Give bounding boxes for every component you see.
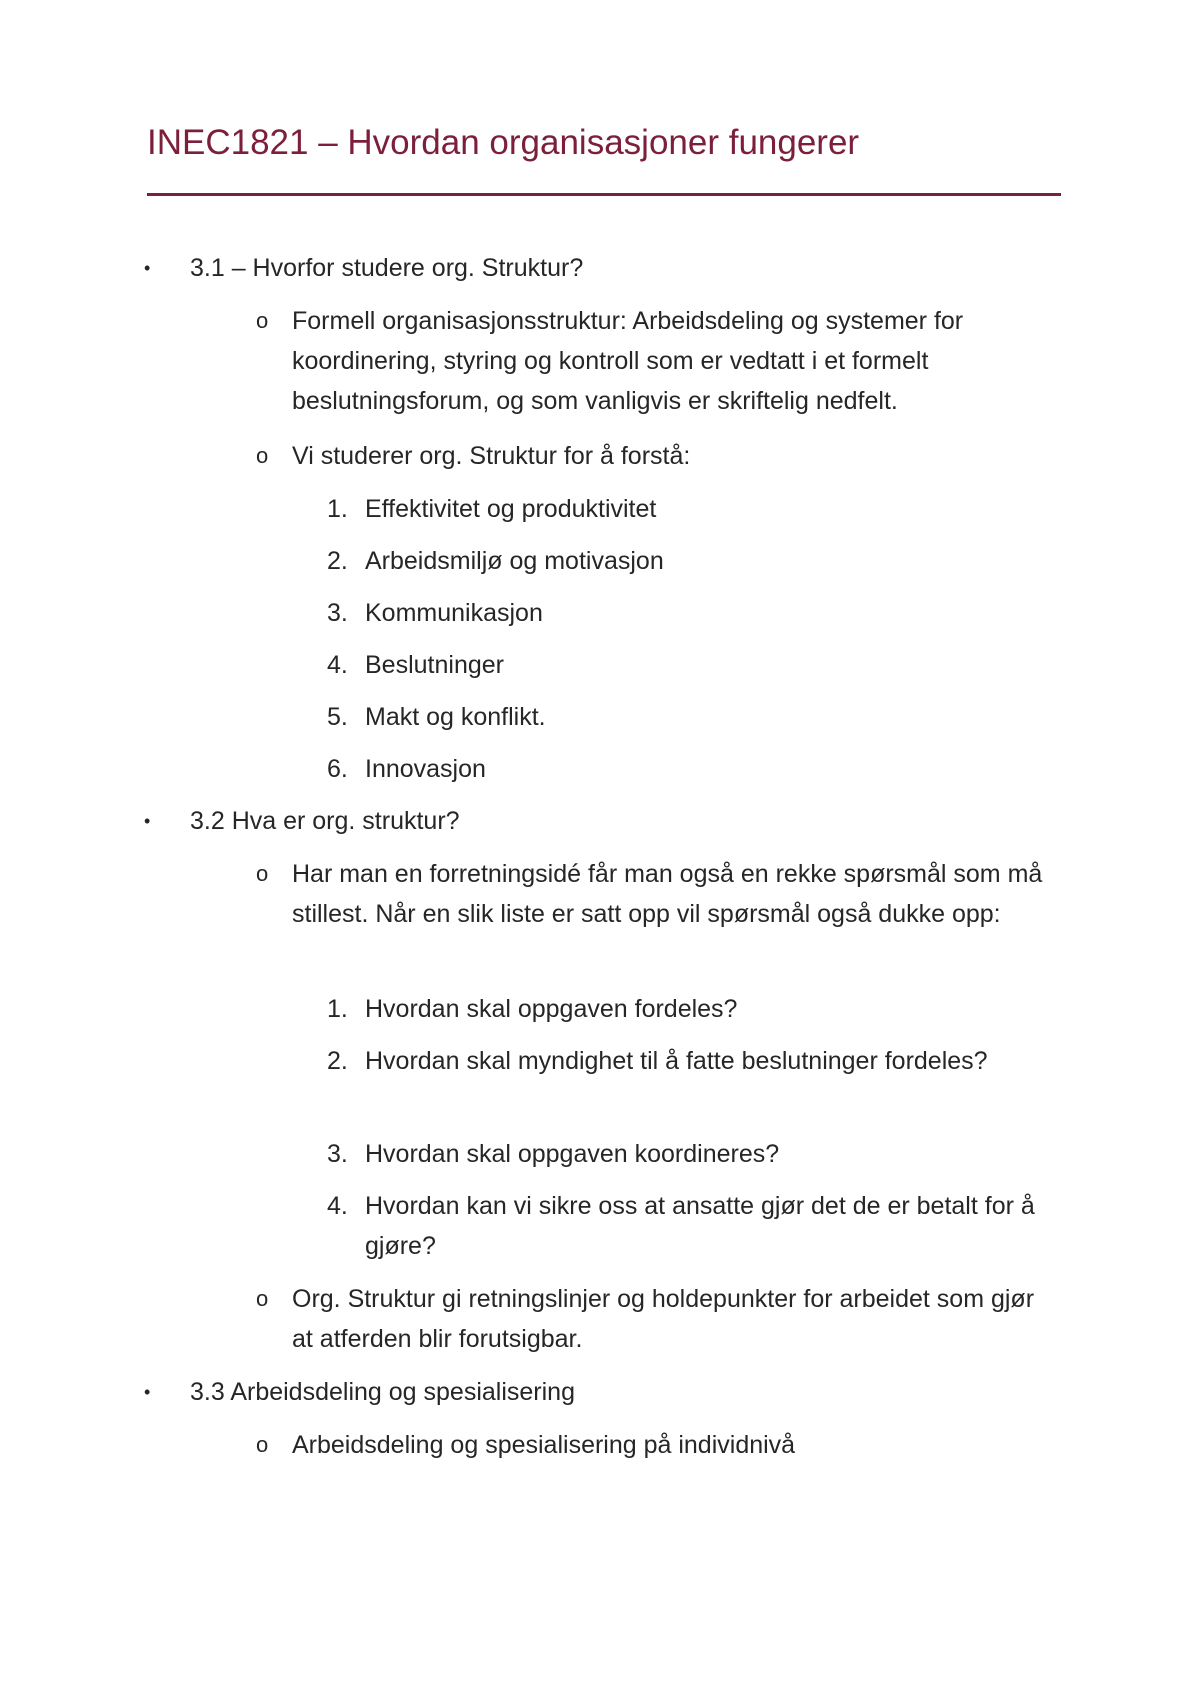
numbered-item xyxy=(327,749,1055,789)
list-item-text: Org. Struktur gi retningslinjer og holdepunkter for arbeidet som gjør at atferden blir forutsigbar. xyxy=(292,1285,1035,1353)
sub-bullet-icon: o xyxy=(256,1432,269,1457)
sub-bullet-icon: o xyxy=(256,443,269,468)
item-number: 4. xyxy=(327,651,348,679)
list-item xyxy=(256,1279,1052,1359)
item-number: 5. xyxy=(327,703,348,731)
numbered-item xyxy=(327,1134,1055,1174)
numbered-item-text: Kommunikasjon xyxy=(365,599,543,627)
section-heading xyxy=(144,801,1050,841)
numbered-item-text: Arbeidsmiljø og motivasjon xyxy=(365,547,664,575)
section-heading-text: 3.1 – Hvorfor studere org. Struktur? xyxy=(190,254,584,282)
item-number: 2. xyxy=(327,547,348,575)
section-heading xyxy=(144,248,1050,288)
list-item-text: Formell organisasjonsstruktur: Arbeidsdeling og systemer for koordinering, styring og kontroll som er vedtatt i et formelt beslutningsforum, og som vanligvis er skriftelig nedfelt. xyxy=(292,307,964,415)
numbered-item xyxy=(327,697,1055,737)
sub-bullet-icon: o xyxy=(256,308,269,333)
list-item-text: Vi studerer org. Struktur for å forstå: xyxy=(292,442,691,470)
item-number: 4. xyxy=(327,1192,348,1220)
sub-bullet-icon: o xyxy=(256,861,269,886)
numbered-item xyxy=(327,1186,1055,1266)
item-number: 3. xyxy=(327,1140,348,1168)
item-number: 3. xyxy=(327,599,348,627)
section-heading-text: 3.2 Hva er org. struktur? xyxy=(190,807,460,835)
numbered-item-text: Hvordan skal oppgaven fordeles? xyxy=(365,995,738,1023)
list-item xyxy=(256,436,1052,476)
numbered-item-text: Hvordan skal myndighet til å fatte beslutninger fordeles? xyxy=(365,1047,988,1075)
numbered-item-text: Hvordan kan vi sikre oss at ansatte gjør det de er betalt for å gjøre? xyxy=(365,1192,1035,1260)
document-title: INEC1821 – Hvordan organisasjoner fungerer xyxy=(147,123,860,162)
numbered-item-text: Hvordan skal oppgaven koordineres? xyxy=(365,1140,780,1168)
numbered-item-text: Beslutninger xyxy=(365,651,504,679)
numbered-item xyxy=(327,989,1055,1029)
numbered-item-text: Effektivitet og produktivitet xyxy=(365,495,657,523)
numbered-item-text: Makt og konflikt. xyxy=(365,703,546,731)
list-item-text: Har man en forretningsidé får man også en rekke spørsmål som må stillest. Når en slik liste er satt opp vil spørsmål også dukke opp: xyxy=(292,860,1043,928)
numbered-item xyxy=(327,1041,1055,1081)
title-underline xyxy=(147,193,1061,196)
section-heading xyxy=(144,1372,1050,1412)
item-number: 2. xyxy=(327,1047,348,1075)
list-item xyxy=(256,1425,1052,1465)
item-number: 1. xyxy=(327,495,348,523)
list-item xyxy=(256,854,1052,934)
bullet-icon: • xyxy=(144,1382,151,1402)
list-item xyxy=(256,301,1052,421)
item-number: 6. xyxy=(327,755,348,783)
numbered-item xyxy=(327,541,1055,581)
bullet-icon: • xyxy=(144,811,151,831)
section-heading-text: 3.3 Arbeidsdeling og spesialisering xyxy=(190,1378,575,1406)
list-item-text: Arbeidsdeling og spesialisering på individnivå xyxy=(292,1431,796,1459)
numbered-item-text: Innovasjon xyxy=(365,755,486,783)
numbered-item xyxy=(327,593,1055,633)
sub-bullet-icon: o xyxy=(256,1286,269,1311)
numbered-item xyxy=(327,489,1055,529)
numbered-item xyxy=(327,645,1055,685)
bullet-icon: • xyxy=(144,258,151,278)
item-number: 1. xyxy=(327,995,348,1023)
